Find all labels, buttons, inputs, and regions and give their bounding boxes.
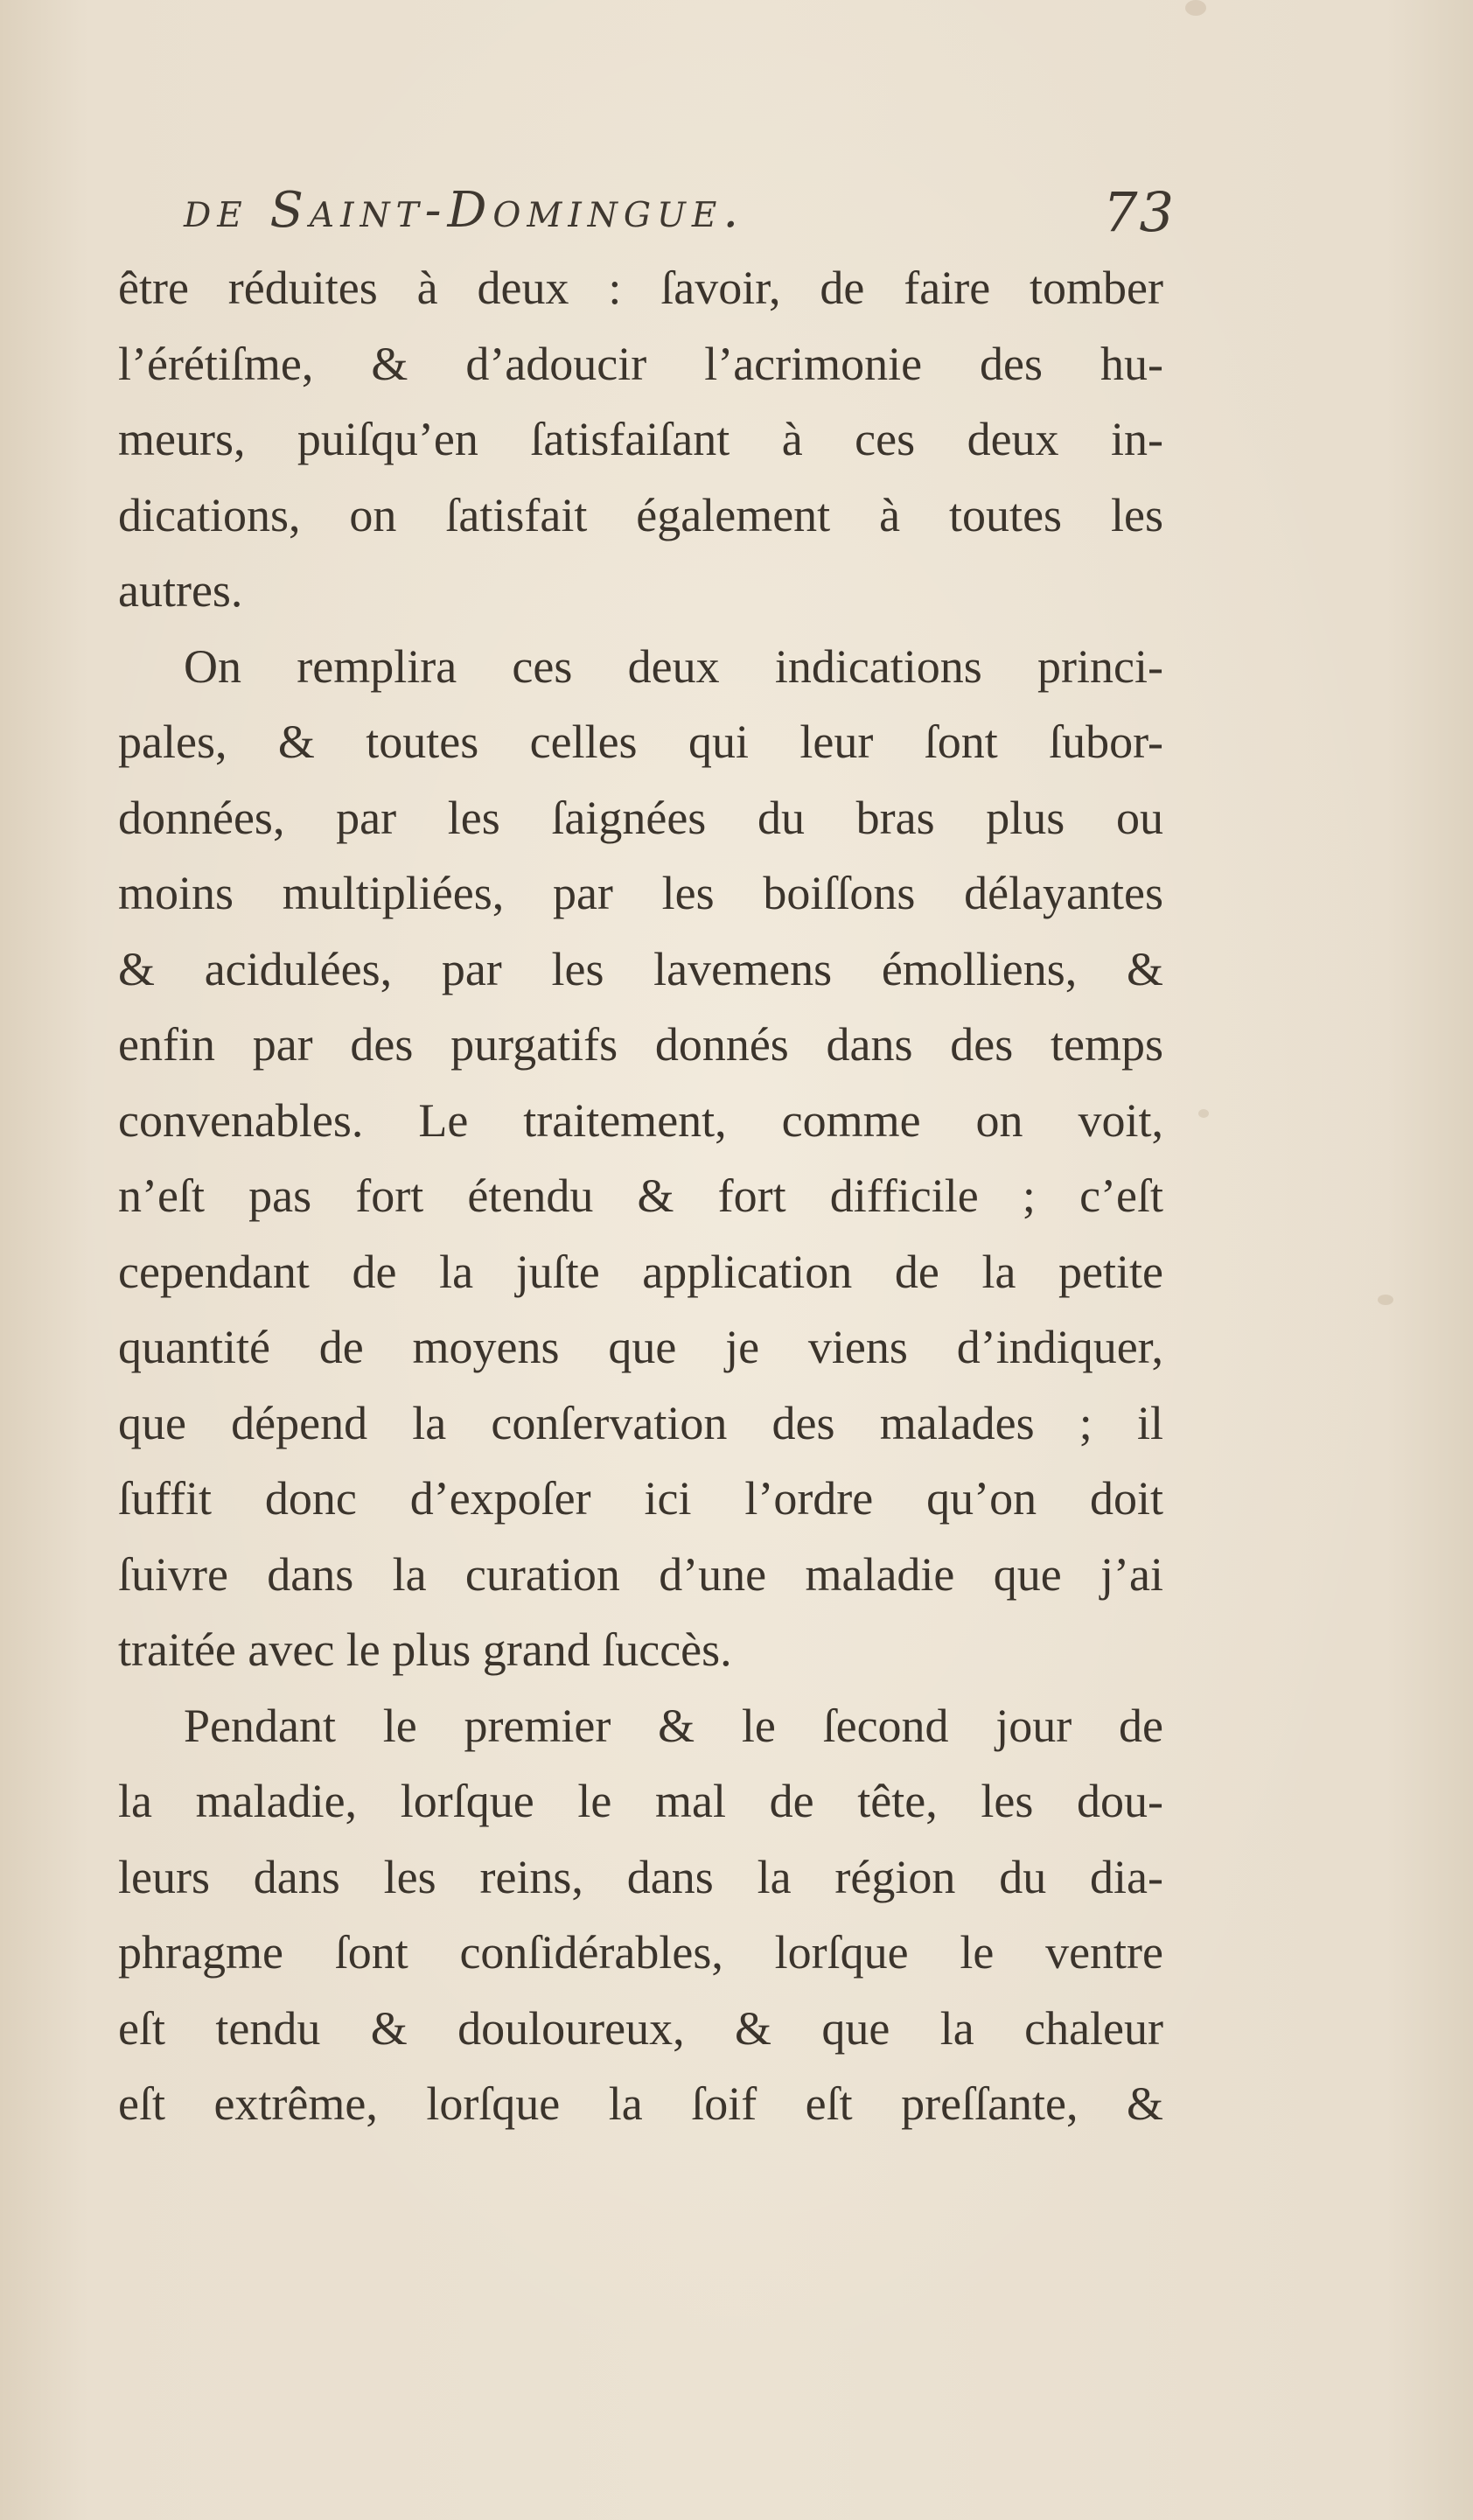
text-line: ſuffit donc d’expoſer ici l’ordre qu’on doit [118,1472,1163,1525]
text-line: leurs dans les reins, dans la région du dia- [118,1850,1163,1903]
text-line: phragme ſont conſidérables, lorſque le ventre [118,1926,1163,1979]
text-line: traitée avec le plus grand ſuccès. [118,1623,732,1676]
text-line: moins multipliées, par les boiſſons délayantes [118,867,1163,919]
text-line: On remplira ces deux indications princi- [184,639,1163,693]
text-line: être réduites à deux : ſavoir, de faire tomber [118,262,1163,314]
text-line: enfin par des purgatifs donnés dans des temps [118,1018,1163,1071]
text-line: dications, on ſatisfait également à toutes les [118,488,1163,541]
text-line: quantité de moyens que je viens d’indiquer, [118,1321,1163,1373]
text-line: meurs, puiſqu’en ſatisfaiſant à ces deux in- [118,413,1163,465]
text-line: la maladie, lorſque le mal de tête, les dou- [118,1775,1163,1827]
text-line: ſuivre dans la curation d’une maladie que j’ai [118,1547,1163,1601]
text-line: cependant de la juſte application de la petite [118,1245,1163,1298]
text-line: & acidulées, par les lavemens émolliens, & [118,942,1163,995]
text-line: n’eſt pas fort étendu & fort difficile ; c’eſt [118,1169,1163,1222]
text-line: eſt tendu & douloureux, & que la chaleur [118,2001,1163,2055]
paper-stain [1198,1109,1209,1118]
text-line: convenables. Le traitement, comme on voit, [118,1093,1163,1147]
text-line: l’érétiſme, & d’adoucir l’acrimonie des hu- [118,337,1163,390]
text-line: eſt extrême, lorſque la ſoif eſt preſſante, & [118,2077,1163,2130]
body-text [118,250,1163,2142]
paper-stain [1378,1295,1393,1305]
page-number: 73 [1103,180,1176,244]
text-line: données, par les ſaignées du bras plus ou [118,791,1163,844]
running-header [184,182,1198,252]
text-line: pales, & toutes celles qui leur ſont ſubor- [118,716,1163,768]
text-line: que dépend la conſervation des malades ; il [118,1396,1163,1449]
paper-stain [1185,0,1206,16]
text-line: autres. [118,564,243,617]
running-title: de Saint-Domingue. [184,182,745,239]
text-line: Pendant le premier & le ſecond jour de [184,1699,1163,1752]
